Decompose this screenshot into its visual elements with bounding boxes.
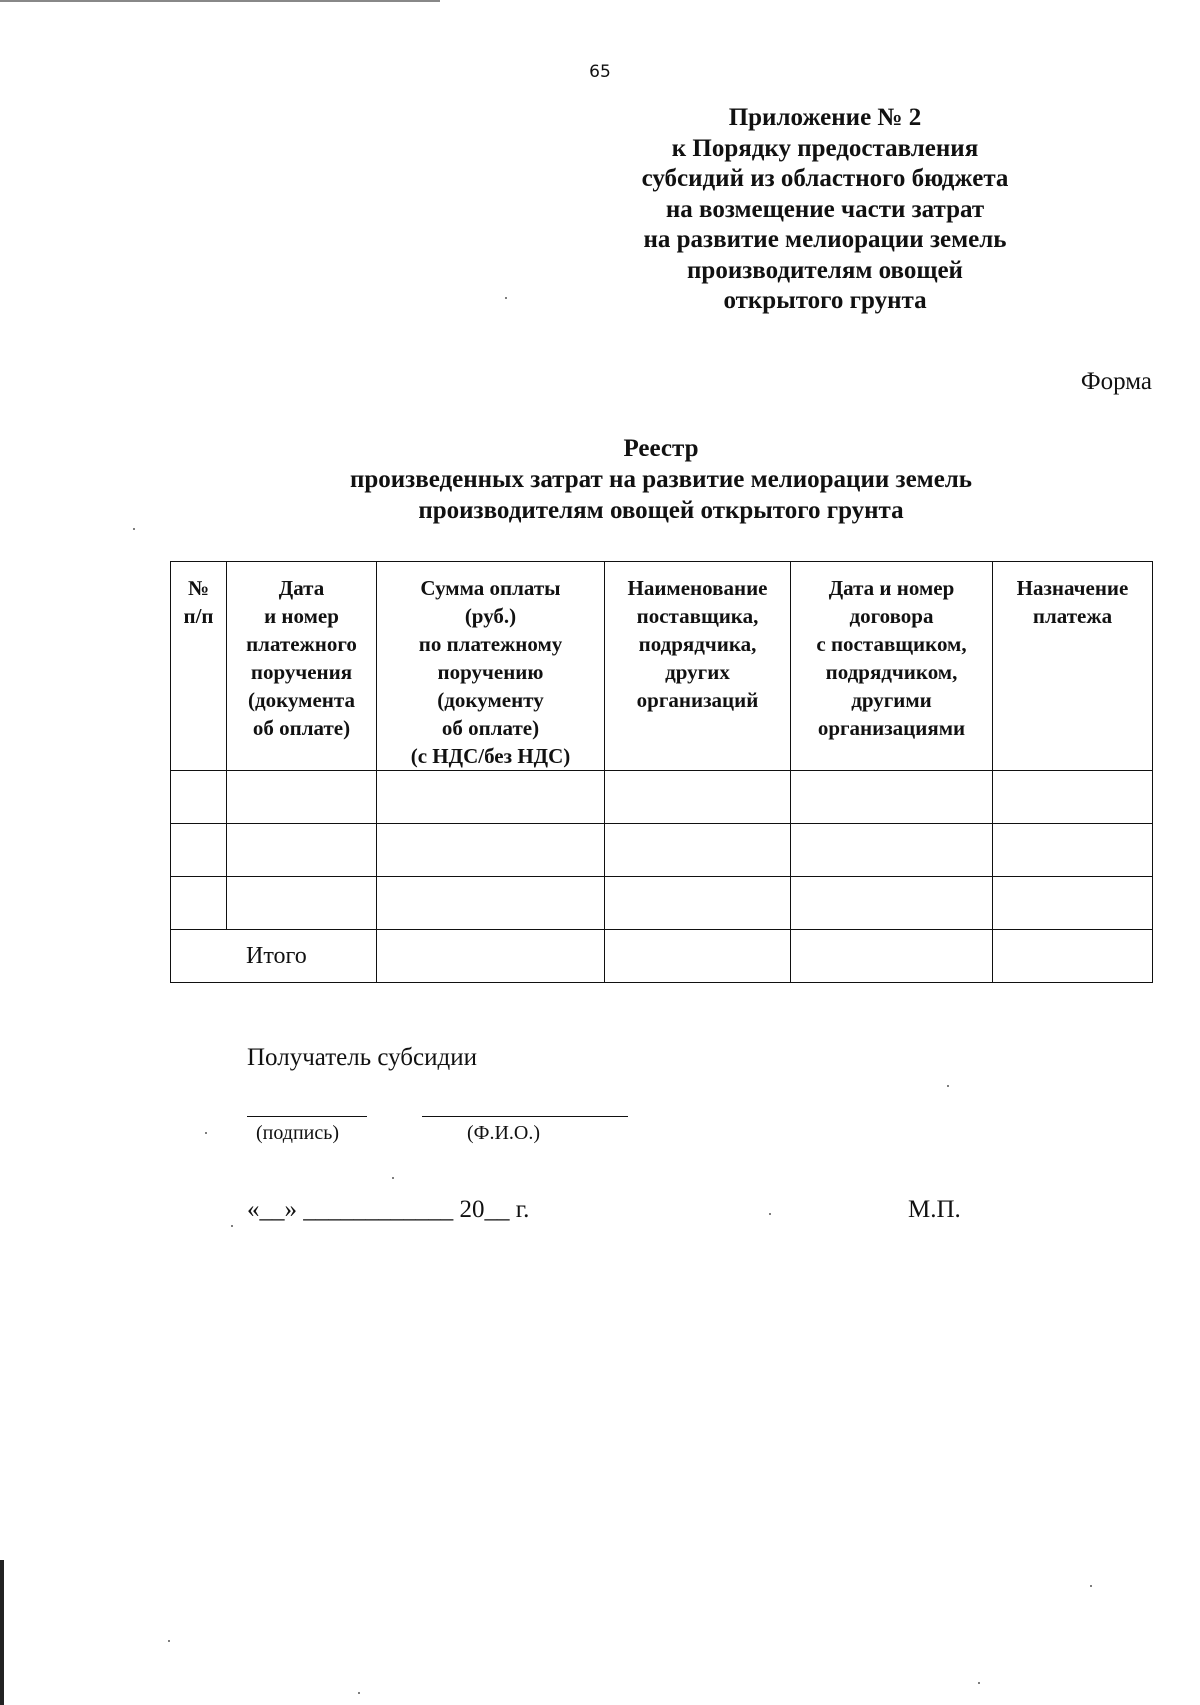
date-line — [247, 1196, 529, 1224]
column-header-supplier-name: Наименование поставщика, подрядчика, других организаций — [605, 562, 791, 771]
table-cell[interactable] — [605, 771, 791, 824]
scan-speck — [769, 1213, 771, 1215]
table-cell[interactable] — [993, 771, 1153, 824]
table-cell[interactable] — [993, 930, 1153, 983]
table-cell[interactable] — [605, 930, 791, 983]
date-day-field[interactable]: «__» — [247, 1196, 297, 1223]
table-header-row — [171, 562, 1153, 771]
column-header-number: № п/п — [171, 562, 227, 771]
scan-speck — [978, 1682, 980, 1684]
document-title — [0, 433, 1200, 526]
column-header-payment-purpose: Назначение платежа — [993, 562, 1153, 771]
appendix-line: к Порядку предоставления — [671, 134, 979, 162]
table-cell[interactable] — [227, 771, 377, 824]
page-number: 65 — [589, 62, 611, 82]
scan-speck — [947, 1085, 949, 1087]
signature-blank-line[interactable] — [247, 1116, 367, 1117]
total-label: Итого — [171, 930, 377, 983]
title-line: Реестр — [623, 435, 699, 462]
table-cell[interactable] — [791, 930, 993, 983]
scan-speck — [392, 1177, 394, 1179]
signature-caption: (подпись) — [256, 1122, 340, 1144]
table-cell[interactable] — [227, 877, 377, 930]
table-cell[interactable] — [993, 877, 1153, 930]
table-cell[interactable] — [171, 877, 227, 930]
full-name-blank-line[interactable] — [422, 1116, 628, 1117]
date-month-field[interactable]: ____________ — [303, 1196, 454, 1223]
form-label: Форма — [1080, 368, 1152, 395]
table-cell[interactable] — [993, 824, 1153, 877]
table-cell[interactable] — [791, 824, 993, 877]
table-cell[interactable] — [227, 824, 377, 877]
appendix-line: на возмещение части затрат — [665, 195, 985, 223]
table-row — [171, 771, 1153, 824]
table-cell[interactable] — [605, 877, 791, 930]
appendix-line: Приложение № 2 — [728, 104, 922, 131]
scan-speck — [168, 1640, 170, 1642]
column-header-payment-amount: Сумма оплаты (руб.) по платежному поручению (документу об оплате) (с НДС/без НДС) — [377, 562, 605, 771]
scan-speck — [133, 528, 135, 530]
appendix-line: открытого грунта — [723, 287, 927, 314]
scan-artifact-top-line — [0, 0, 440, 2]
table-row — [171, 877, 1153, 930]
table-cell[interactable] — [791, 771, 993, 824]
table-cell[interactable] — [377, 771, 605, 824]
title-line: производителям овощей открытого грунта — [418, 497, 904, 524]
column-header-contract: Дата и номер договора с поставщиком, подрядчиком, другими организациями — [791, 562, 993, 771]
appendix-line: на развитие мелиорации земель — [643, 226, 1007, 253]
title-line: произведенных затрат на развитие мелиорации земель — [349, 466, 973, 493]
table-cell[interactable] — [171, 824, 227, 877]
appendix-header — [570, 103, 1080, 317]
table-cell[interactable] — [791, 877, 993, 930]
total-amount-cell[interactable] — [377, 930, 605, 983]
table-row — [171, 824, 1153, 877]
table-cell[interactable] — [377, 877, 605, 930]
date-year-field[interactable]: 20__ г. — [459, 1196, 530, 1223]
scan-speck — [358, 1692, 360, 1694]
stamp-label: М.П. — [908, 1196, 961, 1223]
table-cell[interactable] — [605, 824, 791, 877]
appendix-line: производителям овощей — [687, 256, 963, 284]
scan-speck — [505, 297, 507, 299]
scan-speck — [231, 1225, 233, 1227]
scan-speck — [205, 1132, 207, 1134]
recipient-label: Получатель субсидии — [247, 1044, 477, 1071]
table-cell[interactable] — [377, 824, 605, 877]
column-header-payment-order: Дата и номер платежного поручения (документа об оплате) — [227, 562, 377, 771]
registry-table — [170, 561, 1153, 983]
full-name-caption: (Ф.И.О.) — [467, 1122, 541, 1144]
table-total-row — [171, 930, 1153, 983]
scan-artifact-left-edge — [0, 1560, 4, 1705]
scan-speck — [1090, 1585, 1092, 1587]
table-cell[interactable] — [171, 771, 227, 824]
appendix-line: субсидий из областного бюджета — [641, 165, 1009, 192]
